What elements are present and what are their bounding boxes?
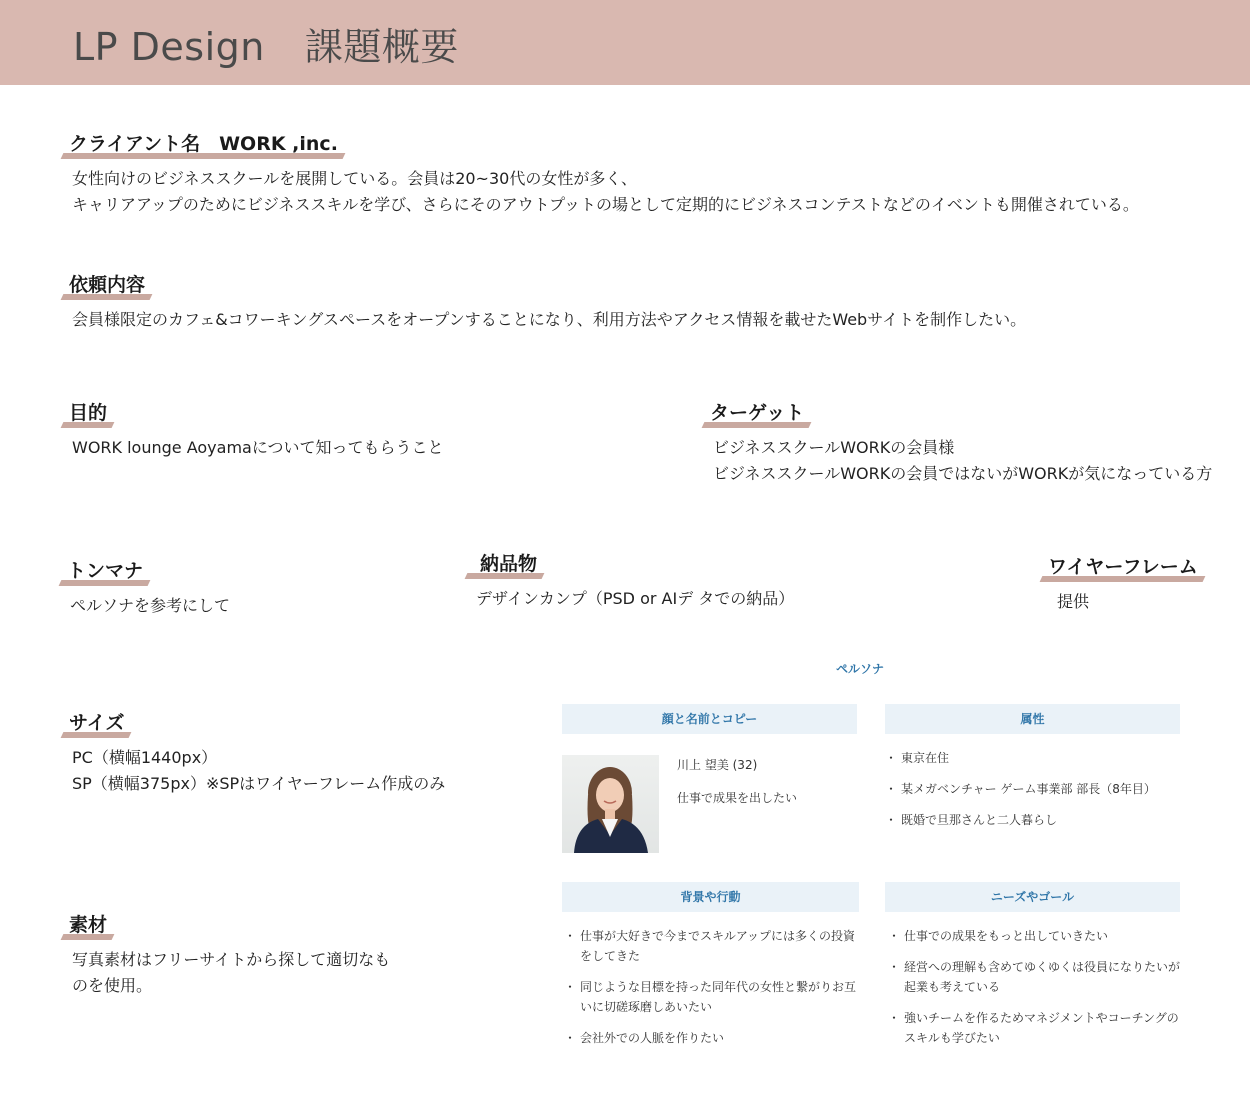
header-bar xyxy=(0,0,1250,85)
list-item: ・ 強いチームを作るためマネジメントやコーチングのスキルも学びたい xyxy=(888,1008,1180,1048)
material-line: のを使用。 xyxy=(72,976,153,995)
page-title xyxy=(73,16,459,71)
target-list xyxy=(713,435,1212,487)
purpose-text: WORK lounge Aoyamaについて知ってもらうこと xyxy=(72,438,444,457)
wireframe-heading: ワイヤーフレーム xyxy=(1041,555,1204,579)
target-heading: ターゲット xyxy=(703,401,810,425)
target-line: ビジネススクールWORKの会員ではないがWORKが気になっている方 xyxy=(713,464,1213,483)
persona-copy: 仕事で成果を出したい xyxy=(677,791,798,805)
persona-needs-heading: ニーズやゴール xyxy=(885,882,1180,912)
material-heading: 素材 xyxy=(62,913,113,937)
purpose-heading: 目的 xyxy=(62,401,113,425)
client-description xyxy=(72,166,1139,218)
section-deliverable xyxy=(466,552,794,612)
deliverable-heading: 納品物 xyxy=(466,552,543,576)
section-material xyxy=(62,913,390,999)
wireframe-text: 提供 xyxy=(1057,592,1090,611)
section-wireframe xyxy=(1041,555,1204,615)
client-line: キャリアアップのためにビジネススキルを学び、さらにそのアウトプットの場として定期的にビジネスコンテストなどのイベントも開催されている。 xyxy=(72,195,1139,214)
persona-needs-list xyxy=(888,926,1180,1059)
persona-name: 川上 望美 (32) xyxy=(677,758,758,772)
list-item: ・ 経営への理解も含めてゆくゆくは役員になりたいが起業も考えている xyxy=(888,957,1180,997)
list-item: ・ 仕事が大好きで今までスキルアップには多くの投資をしてきた xyxy=(564,926,857,966)
tone-text: ペルソナを参考にして xyxy=(70,596,231,615)
material-line: 写真素材はフリーサイトから探して適切なも xyxy=(72,950,391,969)
section-purpose xyxy=(62,401,444,461)
persona-photo xyxy=(562,755,659,853)
list-item: ・ 仕事での成果をもっと出していきたい xyxy=(888,926,1180,946)
request-heading: 依頼内容 xyxy=(62,273,151,297)
persona-background-list xyxy=(564,926,857,1059)
section-tone xyxy=(60,559,230,619)
persona-attributes-heading: 属性 xyxy=(885,704,1180,734)
section-target xyxy=(703,401,1212,487)
client-line: 女性向けのビジネススクールを展開している。会員は20~30代の女性が多く、 xyxy=(72,169,638,188)
request-text: 会員様限定のカフェ&コワーキングスペースをオープンすることになり、利用方法やアクセス情報を載せたWebサイトを制作したい。 xyxy=(72,310,1027,329)
persona-face-heading: 顔と名前とコピー xyxy=(562,704,857,734)
size-heading: サイズ xyxy=(62,711,130,735)
deliverable-text: デザインカンプ（PSD or AIデ タでの納品） xyxy=(476,589,795,608)
persona-background-heading: 背景や行動 xyxy=(562,882,859,912)
tone-heading: トンマナ xyxy=(60,559,149,583)
section-request xyxy=(62,273,1026,333)
list-item: ・ 某メガベンチャー ゲーム事業部 部長（8年目） xyxy=(885,779,1180,799)
persona-portrait-icon xyxy=(562,755,659,853)
list-item: ・ 東京在住 xyxy=(885,748,1180,768)
list-item: ・ 会社外での人脈を作りたい xyxy=(564,1028,857,1048)
page-title-en: LP Design xyxy=(73,25,265,69)
list-item: ・ 既婚で旦那さんと二人暮らし xyxy=(885,810,1180,830)
material-text xyxy=(72,947,390,999)
target-line: ビジネススクールWORKの会員様 xyxy=(713,438,955,457)
size-list xyxy=(72,745,445,797)
section-client xyxy=(62,132,1139,218)
client-heading: クライアント名 WORK ,inc. xyxy=(62,132,344,156)
persona-label: ペルソナ xyxy=(835,662,884,676)
page-title-jp: 課題概要 xyxy=(304,25,459,69)
size-line: PC（横幅1440px） xyxy=(72,748,218,767)
size-line: SP（横幅375px）※SPはワイヤーフレーム作成のみ xyxy=(72,774,446,793)
persona-attributes-list xyxy=(885,748,1180,841)
section-size xyxy=(62,711,445,797)
list-item: ・ 同じような目標を持った同年代の女性と繋がりお互いに切磋琢磨しあいたい xyxy=(564,977,857,1017)
